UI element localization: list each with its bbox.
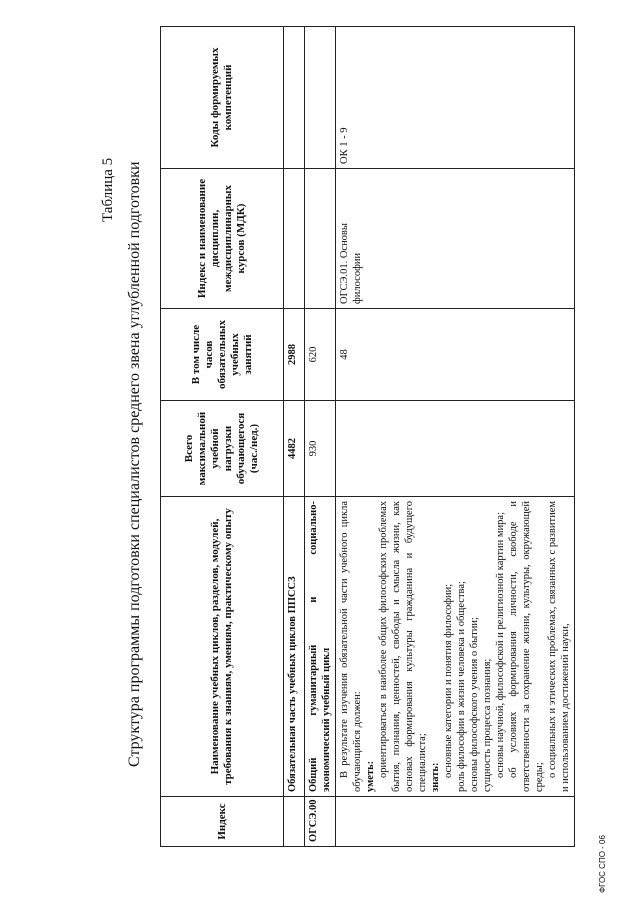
- table-caption: Структура программы подготовки специалистов среднего звена углубленной подготовки: [126, 161, 143, 767]
- detail-mandatory-cell: 48: [336, 309, 575, 401]
- header-disciplines: Индекс и наименование дисциплин, междисциплинарных курсов (МДК): [161, 169, 284, 309]
- cell-empty: [284, 797, 305, 847]
- znat-label: знать:: [430, 762, 441, 792]
- header-max-load: Всего максимальной учебной нагрузки обучающегося (час./нед.): [161, 401, 284, 497]
- header-competencies: Коды формируемых компетенций: [161, 27, 284, 169]
- znat-item: сущность процесса познания;: [482, 658, 493, 792]
- cell-empty: [305, 27, 336, 169]
- cycle-name-line1: [307, 501, 320, 792]
- cycle-name-cell: [305, 497, 336, 797]
- znat-item: роль философии в жизни человека и общества;: [456, 581, 467, 792]
- znat-item: основные категории и понятия философии;: [443, 583, 454, 778]
- cell-empty: [305, 169, 336, 309]
- cell-empty: [336, 401, 575, 497]
- cycle-name-word: социально-: [308, 501, 319, 555]
- total-max-load-cell: 4482: [284, 401, 305, 497]
- header-name: Наименование учебных циклов, разделов, модулей, требования к знаниям, умениям, практическому опыту: [161, 497, 284, 797]
- table-row: [336, 27, 575, 847]
- cell-empty: [284, 169, 305, 309]
- znat-item: о социальных и этических проблемах, связанных с развитием и использованием достижений науки,: [547, 501, 571, 792]
- cycle-mandatory-cell: 620: [305, 309, 336, 401]
- total-mandatory-cell: 2988: [284, 309, 305, 401]
- table-row: [305, 27, 336, 847]
- znat-item: основы научной, философской и религиозной картин мира;: [495, 511, 506, 778]
- cycle-name-word: и: [308, 596, 319, 603]
- page-footer: ФГОС СПО - 06: [598, 835, 607, 893]
- table-label: Таблица 5: [100, 157, 116, 222]
- curriculum-table: [160, 26, 575, 847]
- header-index: Индекс: [161, 797, 284, 847]
- cycle-name-word: гуманитарный: [308, 644, 319, 716]
- total-name-cell: Обязательная часть учебных циклов ППССЗ: [284, 497, 305, 797]
- cycle-name-line2: экономический учебный цикл: [321, 647, 332, 792]
- competencies-cell: ОК 1 - 9: [336, 27, 575, 169]
- umet-label: уметь:: [365, 760, 376, 792]
- requirements-cell: [336, 497, 575, 797]
- znat-item: об условиях формирования личности, свободе и ответственности за сохранение жизни, культуры, окружающей среды;: [508, 501, 545, 792]
- umet-text: ориентироваться в наиболее общих философских проблемах бытия, познания, ценностей, свободы и смысла жизни, как основах формирования культуры гражданина и будущего специалиста;: [378, 501, 428, 792]
- header-mandatory: В том числе часов обязательных учебных занятий: [161, 309, 284, 401]
- discipline-cell: ОГСЭ.01. Основы философии: [336, 169, 575, 309]
- cycle-max-load-cell: 930: [305, 401, 336, 497]
- requirements-intro: В результате изучения обязательной части учебного цикла обучающийся должен:: [339, 501, 363, 792]
- cell-empty: [336, 797, 575, 847]
- cycle-name-word: Общий: [308, 757, 319, 792]
- cell-empty: [284, 27, 305, 169]
- cycle-index-cell: ОГСЭ.00: [305, 797, 336, 847]
- header-row: [161, 27, 284, 847]
- table-row: [284, 27, 305, 847]
- znat-item: основы философского учения о бытии;: [469, 617, 480, 792]
